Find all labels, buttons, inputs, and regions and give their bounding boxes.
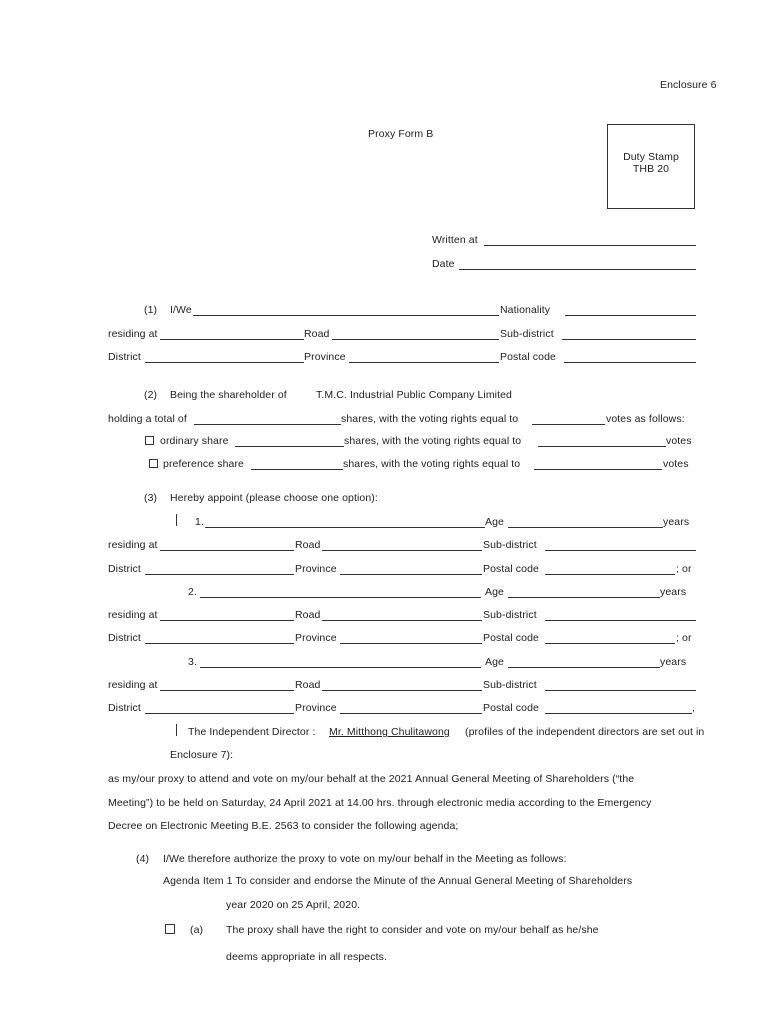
authorize-label: I/We therefore authorize the proxy to vote on my/our behalf in the Meeting as follows: (163, 853, 567, 865)
preference-shares-field[interactable] (251, 469, 343, 470)
preference-share-label: preference share (163, 458, 244, 470)
proxy-3-age-field[interactable] (508, 667, 660, 668)
section-1-number: (1) (144, 304, 158, 316)
ordinary-shares-field[interactable] (235, 446, 344, 447)
proxy-2-province-label: Province (295, 632, 337, 644)
proxy-2-province-field[interactable] (340, 643, 482, 644)
nationality-label: Nationality (500, 304, 551, 316)
ordinary-share-checkbox[interactable] (145, 436, 154, 445)
proxy-3-postal-field[interactable] (545, 713, 692, 714)
proxy-option-1-mark[interactable] (176, 514, 177, 526)
province-field[interactable] (349, 362, 499, 363)
proxy-purpose-line-2: Meeting”) to be held on Saturday, 24 April 2021 at 14.00 hrs. through electronic media according to the Emergency (108, 797, 652, 809)
proxy-3-number: 3. (188, 656, 197, 668)
proxy-purpose-line-3: Decree on Electronic Meeting B.E. 2563 to consider the following agenda; (108, 820, 459, 832)
proxy-3-years-label: years (660, 656, 687, 668)
proxy-2-number: 2. (188, 586, 197, 598)
proxy-1-years-label: years (663, 516, 690, 528)
option-a-label: (a) (190, 924, 204, 936)
enclosure-label: Enclosure 6 (660, 79, 717, 91)
independent-director-prefix: The Independent Director : (188, 726, 316, 738)
preference-voting-label: shares, with the voting rights equal to (343, 458, 521, 470)
agenda-1-line-1: Agenda Item 1 To consider and endorse the Minute of the Annual General Meeting of Shareholders (163, 875, 633, 887)
proxy-1-number: 1. (195, 516, 204, 528)
enclosure-7-label: Enclosure 7): (170, 749, 234, 761)
ordinary-voting-label: shares, with the voting rights equal to (344, 435, 522, 447)
proxy-2-postal-label: Postal code (483, 632, 539, 644)
proxy-1-sub-district-field[interactable] (545, 550, 696, 551)
proxy-2-postal-field[interactable] (545, 643, 675, 644)
votes-as-follows-label: votes as follows: (606, 413, 685, 425)
residing-field[interactable] (160, 339, 304, 340)
sub-district-label: Sub-district (500, 328, 554, 340)
proxy-1-residing-field[interactable] (160, 550, 294, 551)
proxy-1-age-label: Age (485, 516, 504, 528)
shares-voting-label: shares, with the voting rights equal to (341, 413, 519, 425)
proxy-1-province-label: Province (295, 563, 337, 575)
option-a-line-2: deems appropriate in all respects. (226, 951, 387, 963)
proxy-2-age-field[interactable] (508, 597, 660, 598)
option-a-line-1: The proxy shall have the right to consider and vote on my/our behalf as he/she (226, 924, 599, 936)
preference-share-checkbox[interactable] (149, 459, 158, 468)
form-title: Proxy Form B (368, 128, 434, 140)
proxy-3-road-field[interactable] (322, 690, 482, 691)
proxy-2-sub-district-field[interactable] (545, 620, 696, 621)
section-3-number: (3) (144, 492, 158, 504)
proxy-1-postal-label: Postal code (483, 563, 539, 575)
total-votes-field[interactable] (532, 424, 605, 425)
district-field[interactable] (145, 362, 304, 363)
proxy-2-or-label: ; or (676, 632, 692, 644)
being-shareholder-label: Being the shareholder of (170, 389, 287, 401)
proxy-3-postal-label: Postal code (483, 702, 539, 714)
iwe-label: I/We (170, 304, 192, 316)
proxy-3-district-label: District (108, 702, 141, 714)
proxy-3-comma: , (692, 702, 696, 714)
proxy-2-road-label: Road (295, 609, 321, 621)
proxy-1-province-field[interactable] (340, 574, 482, 575)
total-shares-field[interactable] (194, 424, 341, 425)
proxy-3-sub-district-label: Sub-district (483, 679, 537, 691)
proxy-1-name-field[interactable] (205, 527, 485, 528)
nationality-field[interactable] (565, 315, 696, 316)
option-a-checkbox[interactable] (165, 924, 175, 934)
preference-votes-field[interactable] (534, 469, 662, 470)
proxy-1-residing-label: residing at (108, 539, 158, 551)
proxy-3-age-label: Age (485, 656, 504, 668)
proxy-2-district-label: District (108, 632, 141, 644)
proxy-2-years-label: years (660, 586, 687, 598)
ordinary-votes-field[interactable] (538, 446, 666, 447)
postal-code-label: Postal code (500, 351, 556, 363)
date-field[interactable] (459, 269, 696, 270)
road-field[interactable] (332, 339, 499, 340)
proxy-3-district-field[interactable] (145, 713, 294, 714)
road-label: Road (304, 328, 330, 340)
holding-label: holding a total of (108, 413, 187, 425)
proxy-3-road-label: Road (295, 679, 321, 691)
proxy-3-name-field[interactable] (200, 667, 481, 668)
company-name: T.M.C. Industrial Public Company Limited (316, 389, 512, 401)
section-4-number: (4) (136, 853, 150, 865)
proxy-1-road-label: Road (295, 539, 321, 551)
proxy-1-district-field[interactable] (145, 574, 294, 575)
ordinary-votes-label: votes (666, 435, 692, 447)
proxy-2-road-field[interactable] (322, 620, 482, 621)
preference-votes-label: votes (663, 458, 689, 470)
proxy-2-residing-label: residing at (108, 609, 158, 621)
residing-at-label: residing at (108, 328, 158, 340)
hereby-appoint-label: Hereby appoint (please choose one option): (170, 492, 378, 504)
ordinary-share-label: ordinary share (160, 435, 229, 447)
sub-district-field[interactable] (562, 339, 696, 340)
province-label: Province (304, 351, 346, 363)
written-at-field[interactable] (484, 245, 696, 246)
proxy-2-residing-field[interactable] (160, 620, 294, 621)
proxy-3-province-field[interactable] (340, 713, 482, 714)
proxy-2-name-field[interactable] (200, 597, 481, 598)
proxy-1-road-field[interactable] (322, 550, 482, 551)
independent-director-suffix: (profiles of the independent directors are set out in (465, 726, 705, 738)
agenda-1-line-2: year 2020 on 25 April, 2020. (226, 899, 361, 911)
section-2-number: (2) (144, 389, 158, 401)
independent-director-name: Mr. Mitthong Chulitawong (329, 726, 450, 738)
proxy-1-sub-district-label: Sub-district (483, 539, 537, 551)
name-field[interactable] (193, 315, 499, 316)
proxy-2-district-field[interactable] (145, 643, 294, 644)
duty-stamp-box (607, 124, 695, 209)
proxy-purpose-line-1: as my/our proxy to attend and vote on my/our behalf at the 2021 Annual General Meeting of Shareholders (“the (108, 773, 635, 785)
stamp-line-1: Duty Stamp (623, 151, 679, 163)
proxy-2-sub-district-label: Sub-district (483, 609, 537, 621)
district-label: District (108, 351, 141, 363)
date-label: Date (432, 258, 455, 270)
independent-director-option-mark[interactable] (176, 724, 177, 736)
proxy-1-district-label: District (108, 563, 141, 575)
proxy-1-age-field[interactable] (508, 527, 663, 528)
proxy-1-postal-field[interactable] (545, 574, 675, 575)
proxy-3-sub-district-field[interactable] (545, 690, 696, 691)
proxy-3-residing-field[interactable] (160, 690, 294, 691)
written-at-label: Written at (432, 234, 478, 246)
proxy-3-province-label: Province (295, 702, 337, 714)
postal-code-field[interactable] (564, 362, 696, 363)
proxy-1-or-label: ; or (676, 563, 692, 575)
stamp-line-2: THB 20 (632, 163, 670, 175)
proxy-2-age-label: Age (485, 586, 504, 598)
proxy-3-residing-label: residing at (108, 679, 158, 691)
